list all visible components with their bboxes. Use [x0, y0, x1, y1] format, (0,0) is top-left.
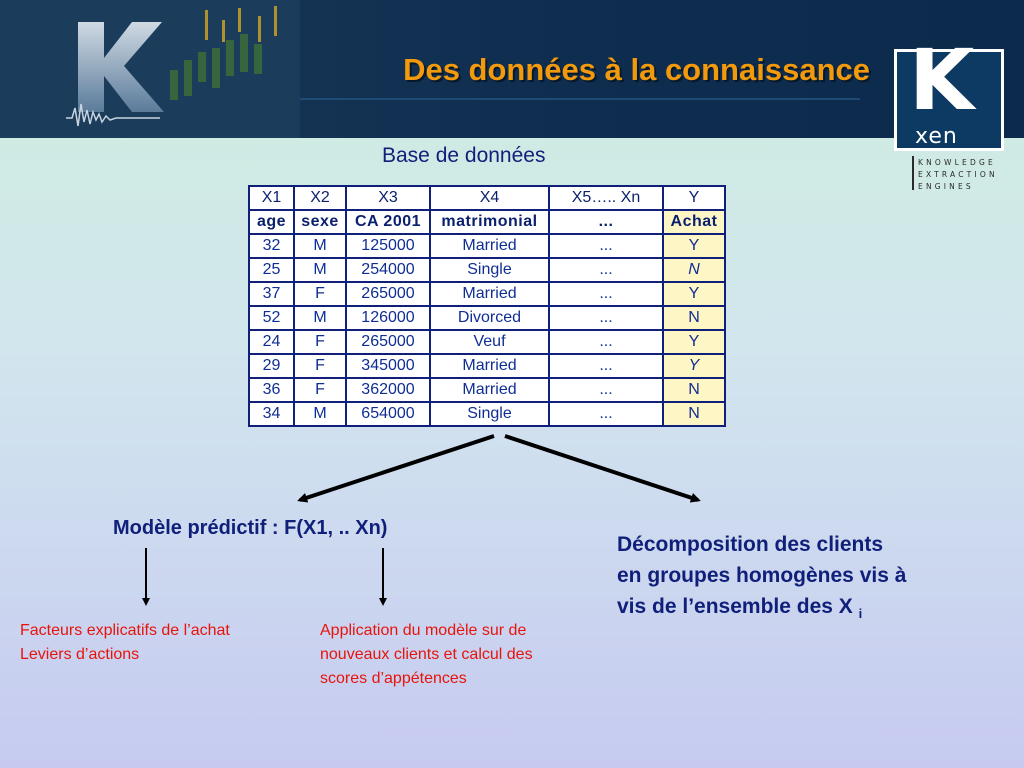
- column-subheader: CA 2001: [346, 210, 430, 234]
- table-cell: N: [663, 402, 725, 426]
- table-cell: ...: [549, 234, 663, 258]
- model-application-note: [320, 619, 610, 691]
- column-subheader: sexe: [294, 210, 346, 234]
- slide-title: Des données à la connaissance: [403, 52, 870, 87]
- table-cell: 24: [249, 330, 294, 354]
- table-cell: Married: [430, 378, 549, 402]
- column-subheader: matrimonial: [430, 210, 549, 234]
- table-cell: F: [294, 282, 346, 306]
- table-cell: 36: [249, 378, 294, 402]
- logo-k-letter: K: [909, 31, 975, 129]
- table-cell: ...: [549, 378, 663, 402]
- table-cell: ...: [549, 330, 663, 354]
- table-cell: Married: [430, 282, 549, 306]
- explanatory-factors-note: [20, 619, 310, 667]
- table-cell: 29: [249, 354, 294, 378]
- decomposition-line: [617, 591, 987, 629]
- table-cell: F: [294, 354, 346, 378]
- table-cell: N: [663, 306, 725, 330]
- column-header: X1: [249, 186, 294, 210]
- table-cell: Y: [663, 330, 725, 354]
- table-cell: Divorced: [430, 306, 549, 330]
- table-cell: ...: [549, 354, 663, 378]
- arrow-to-decomposition: [505, 436, 698, 500]
- table-cell: 125000: [346, 234, 430, 258]
- table-cell: ...: [549, 258, 663, 282]
- decomposition-line: en groupes homogènes vis à: [617, 564, 907, 587]
- column-subheader: ...: [549, 210, 663, 234]
- table-cell: 254000: [346, 258, 430, 282]
- decomposition-text: [617, 529, 987, 629]
- table-title: Base de données: [382, 144, 546, 167]
- table-cell: 34: [249, 402, 294, 426]
- column-header: Y: [663, 186, 725, 210]
- table-cell: N: [663, 258, 725, 282]
- table-cell: 126000: [346, 306, 430, 330]
- table-cell: N: [663, 378, 725, 402]
- logo-tagline-line: ENGINES: [918, 182, 974, 191]
- arrow-to-model: [300, 436, 494, 500]
- table-cell: 654000: [346, 402, 430, 426]
- column-subheader: age: [249, 210, 294, 234]
- note-line: Application du modèle sur de: [320, 622, 527, 639]
- table-cell: 265000: [346, 282, 430, 306]
- column-header: X3: [346, 186, 430, 210]
- table-cell: M: [294, 258, 346, 282]
- column-header: X4: [430, 186, 549, 210]
- note-line: nouveaux clients et calcul des: [320, 646, 533, 663]
- table-cell: Single: [430, 402, 549, 426]
- column-subheader: Achat: [663, 210, 725, 234]
- column-header: X2: [294, 186, 346, 210]
- table-cell: 32: [249, 234, 294, 258]
- table-cell: Y: [663, 354, 725, 378]
- table-cell: Y: [663, 234, 725, 258]
- note-line: Leviers d’actions: [20, 646, 140, 663]
- table-cell: Veuf: [430, 330, 549, 354]
- table-cell: Single: [430, 258, 549, 282]
- table-cell: ...: [549, 306, 663, 330]
- decomposition-line-text: vis de l’ensemble des X: [617, 595, 853, 618]
- logo-tagline-line: KNOWLEDGE: [918, 158, 996, 167]
- logo-word: xen: [915, 124, 958, 149]
- table-cell: 25: [249, 258, 294, 282]
- note-line: Facteurs explicatifs de l’achat: [20, 622, 230, 639]
- table-cell: F: [294, 330, 346, 354]
- table-cell: M: [294, 306, 346, 330]
- note-line: scores d’appétences: [320, 670, 467, 687]
- decomposition-subscript: i: [858, 606, 863, 622]
- table-cell: 362000: [346, 378, 430, 402]
- table-cell: ...: [549, 282, 663, 306]
- table-cell: M: [294, 234, 346, 258]
- model-title: Modèle prédictif : F(X1, .. Xn): [113, 517, 388, 539]
- table-cell: ...: [549, 402, 663, 426]
- table-cell: Y: [663, 282, 725, 306]
- logo-tagline-line: EXTRACTION: [918, 170, 998, 179]
- table-cell: 37: [249, 282, 294, 306]
- table-cell: 265000: [346, 330, 430, 354]
- table-cell: Married: [430, 234, 549, 258]
- table-cell: M: [294, 402, 346, 426]
- table-cell: F: [294, 378, 346, 402]
- table-cell: Married: [430, 354, 549, 378]
- column-header: X5….. Xn: [549, 186, 663, 210]
- table-cell: 52: [249, 306, 294, 330]
- table-cell: 345000: [346, 354, 430, 378]
- decomposition-line: Décomposition des clients: [617, 533, 884, 556]
